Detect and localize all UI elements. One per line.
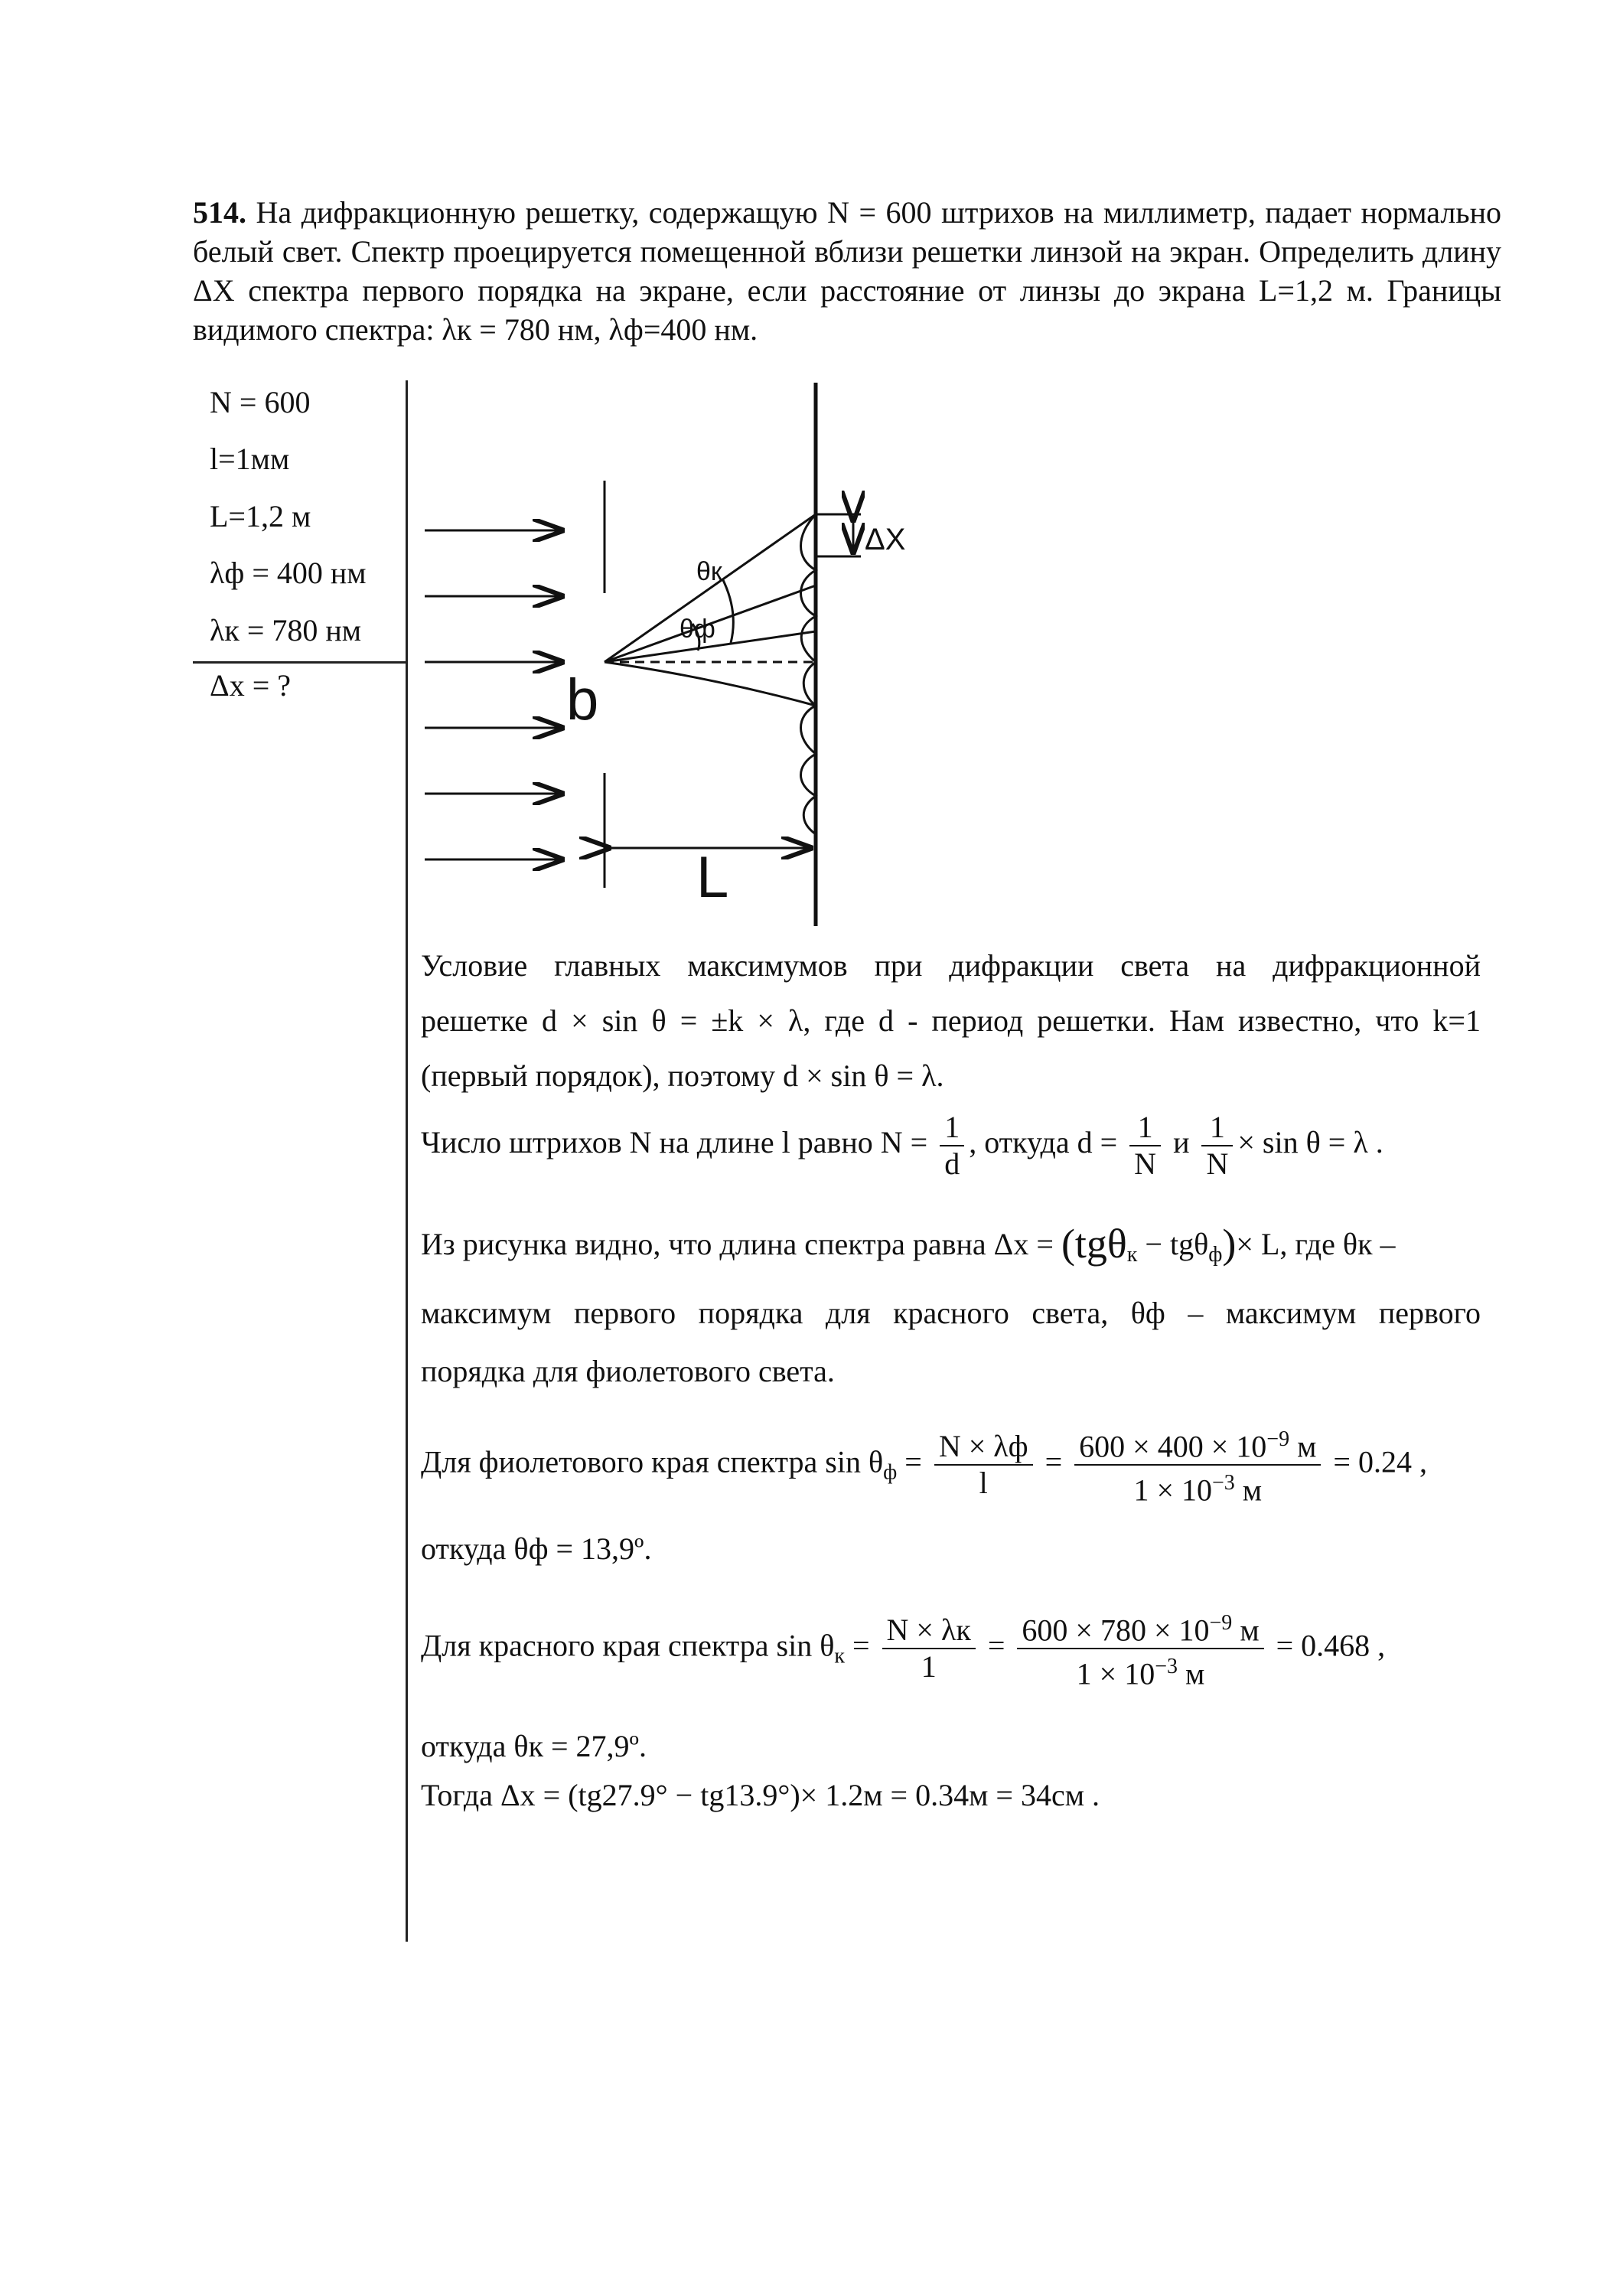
- label-dx: ΔX: [865, 523, 906, 556]
- equals: =: [1045, 1444, 1063, 1479]
- final-formula: Δx = (tg27.9° − tg13.9°)× 1.2м = 0.34м = 34см .: [500, 1778, 1100, 1812]
- label-b: b: [566, 667, 599, 732]
- solution-line-1: Условие главных максимумов при дифракции света на дифракционной: [421, 948, 1481, 983]
- solution-line-7: порядка для фиолетового света.: [421, 1354, 835, 1388]
- given-lambda-f: λф = 400 нм: [210, 556, 367, 590]
- sub-k: к: [834, 1644, 845, 1668]
- text-span: × sin θ = λ .: [1237, 1125, 1383, 1160]
- violet-angle: откуда θф = 13,9º.: [421, 1531, 652, 1566]
- violet-result: = 0.24 ,: [1333, 1444, 1427, 1479]
- intensity-curve: [801, 514, 816, 834]
- fraction-violet-values: $\frac{600 \times 400 \times 10^{-9} м}{1 \times 10^{-3} м}$: [1074, 1422, 1321, 1508]
- sin-theta: sin θ: [825, 1444, 884, 1479]
- text-span: решетке: [421, 1003, 528, 1038]
- label-theta-f: θф: [680, 615, 715, 644]
- formula-minus: − tgθ: [1137, 1227, 1209, 1261]
- text-span: , где d - период решетки. Нам известно, что k=1: [803, 1003, 1481, 1038]
- formula-grating: d × sin θ = ±k × λ: [542, 1003, 803, 1038]
- text-span: .: [936, 1058, 944, 1093]
- arc-theta-k: [723, 580, 733, 643]
- diffraction-figure: [0, 0, 1623, 957]
- text-span: , где θк –: [1279, 1227, 1396, 1261]
- given-L: L=1,2 м: [210, 499, 311, 533]
- given-l: l=1мм: [210, 442, 290, 476]
- red-angle: откуда θк = 27,9º.: [421, 1729, 647, 1763]
- fraction-n-lambda-f: $\frac{N \times \lambda ф}{l}$: [934, 1429, 1033, 1501]
- red-equation: [421, 1606, 1385, 1692]
- formula-first-order: d × sin θ = λ: [783, 1058, 937, 1093]
- problem-text: На дифракционную решетку, содержащую N = 600 штрихов на миллиметр, падает нормально белый свет. Спектр проецируется помещенной вблизи решетки линзой на экран. Определить длину ΔX спектра первого порядка на экране, если расстояние от линзы до экрана L=1,2 м. Границы видимого спектра: λк = 780 нм, λф=400 нм.: [193, 195, 1502, 347]
- formula-paren: ): [1222, 1221, 1237, 1267]
- fraction-n-lambda-k: $\frac{N \times \lambda к}{1}$: [882, 1613, 976, 1684]
- fraction-1-d: $\frac{1}{d}$: [940, 1110, 964, 1182]
- sub-k: к: [1126, 1243, 1138, 1267]
- lower-beam: [605, 662, 816, 706]
- red-result: = 0.468 ,: [1276, 1628, 1386, 1663]
- solution-line-2: [421, 1003, 1481, 1039]
- text-span: Из рисунка видно, что длина спектра равна: [421, 1227, 986, 1261]
- violet-equation: [421, 1422, 1427, 1508]
- text-span: Для красного края спектра: [421, 1628, 769, 1663]
- formula-times-l: × L: [1236, 1227, 1280, 1261]
- sin-theta: sin θ: [776, 1628, 835, 1663]
- text-span: Число штрихов N на длине l равно: [421, 1125, 873, 1160]
- given-n: N = 600: [210, 385, 311, 419]
- sub-f: ф: [1208, 1243, 1223, 1267]
- formula-n: N =: [880, 1125, 928, 1160]
- solution-line-6: максимум первого порядка для красного света, θф – максимум первого: [421, 1296, 1481, 1330]
- text-span: Тогда: [421, 1778, 493, 1812]
- label-theta-k: θк: [696, 557, 722, 586]
- label-L: L: [696, 845, 729, 910]
- text-span: , откуда: [969, 1125, 1070, 1160]
- solution-line-4: [421, 1110, 1383, 1182]
- equals: =: [852, 1628, 870, 1663]
- formula-d: d =: [1077, 1125, 1118, 1160]
- equals: =: [987, 1628, 1005, 1663]
- equals: =: [904, 1444, 922, 1479]
- text-span: Для фиолетового края спектра: [421, 1444, 818, 1479]
- fraction-1-n: $\frac{1}{N}$: [1129, 1110, 1161, 1182]
- fraction-1-n-2: $\frac{1}{N}$: [1201, 1110, 1233, 1182]
- formula-paren: (tgθ: [1061, 1221, 1127, 1267]
- final-answer: [421, 1777, 1100, 1813]
- solution-line-5: [421, 1220, 1396, 1267]
- solution-line-3: [421, 1058, 943, 1094]
- problem-number: 514.: [193, 195, 246, 230]
- sub-f: ф: [883, 1460, 898, 1485]
- formula-dx: Δx =: [993, 1227, 1061, 1261]
- given-lambda-k: λк = 780 нм: [210, 613, 362, 647]
- fraction-red-values: $\frac{600 \times 780 \times 10^{-9} м}{1 \times 10^{-3} м}$: [1017, 1606, 1263, 1692]
- find-dx: Δx = ?: [210, 668, 292, 703]
- text-span: (первый порядок), поэтому: [421, 1058, 776, 1093]
- text-span: и: [1173, 1125, 1190, 1160]
